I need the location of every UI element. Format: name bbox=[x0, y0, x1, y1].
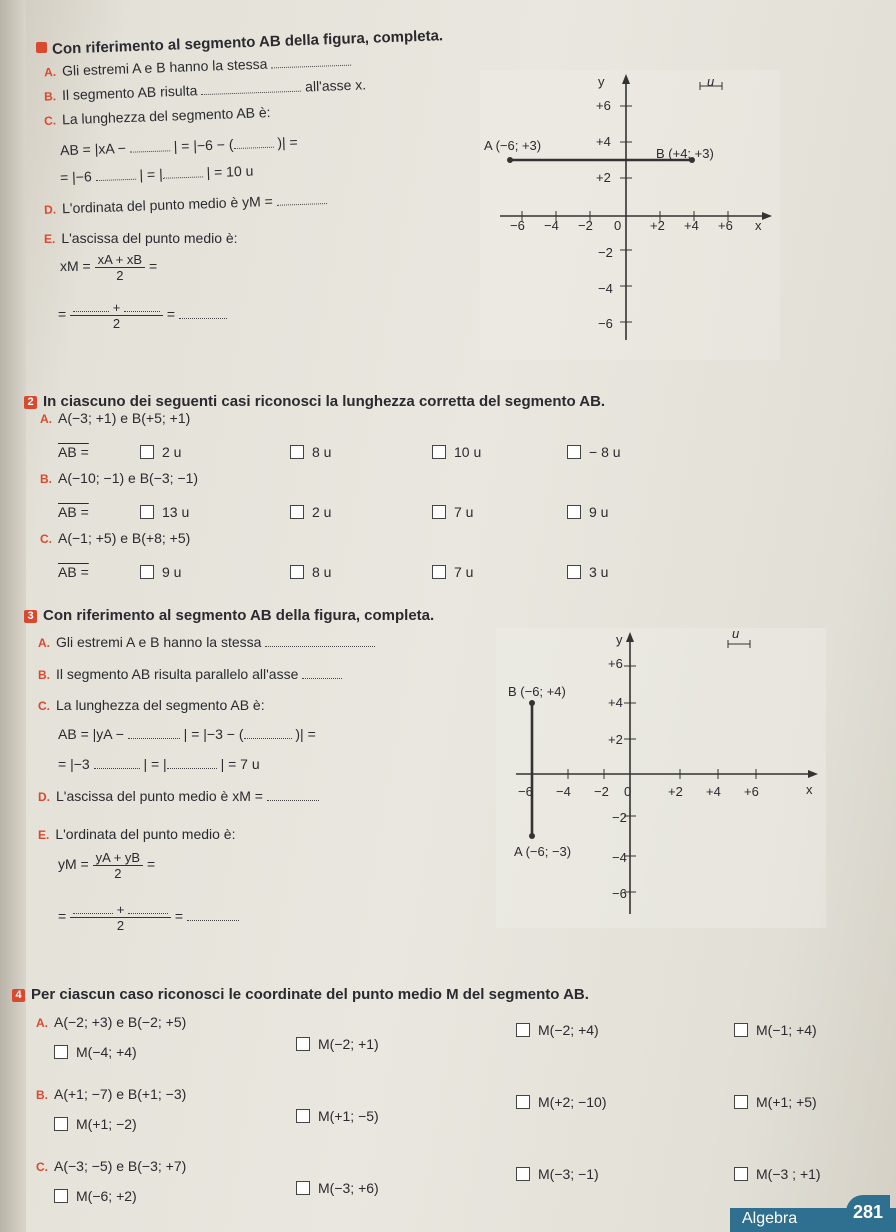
ex3-c-text: La lunghezza del segmento AB è: bbox=[56, 697, 265, 713]
ex2-option[interactable] bbox=[290, 444, 331, 460]
ex-prev-title: Con riferimento al segmento AB della figura, completa. bbox=[51, 27, 444, 58]
ex4-option[interactable] bbox=[296, 1108, 379, 1124]
blank bbox=[244, 728, 292, 739]
graph-ex3-x-tick-1: −4 bbox=[556, 784, 571, 799]
ex-prev-a-blank bbox=[271, 55, 351, 69]
xm-fraction bbox=[95, 252, 145, 283]
graph-prev-x-tick-2: −2 bbox=[578, 218, 593, 233]
blank bbox=[130, 140, 170, 152]
checkbox[interactable] bbox=[140, 505, 154, 519]
ex4-case-points: A(+1; −7) e B(+1; −3) bbox=[54, 1086, 187, 1102]
graph-ex3 bbox=[496, 628, 826, 928]
ex3-a-text: Gli estremi A e B hanno la stessa bbox=[56, 634, 262, 650]
page-fold bbox=[0, 0, 26, 1232]
ex3-number: 3 bbox=[24, 610, 37, 623]
option-label: 3 u bbox=[589, 564, 609, 580]
checkbox[interactable] bbox=[54, 1117, 68, 1131]
option-label: M(−3; −1) bbox=[538, 1166, 599, 1182]
ex2-option[interactable] bbox=[290, 564, 331, 580]
checkbox[interactable] bbox=[567, 565, 581, 579]
ex2-option[interactable] bbox=[432, 444, 481, 460]
ex2-option[interactable] bbox=[140, 504, 189, 520]
ex4-number: 4 bbox=[12, 989, 25, 1002]
ex-prev-b-letter: B. bbox=[43, 89, 57, 104]
xm-label: xM = bbox=[60, 258, 91, 275]
blank bbox=[267, 790, 319, 801]
checkbox[interactable] bbox=[290, 505, 304, 519]
ex4-case-1 bbox=[36, 1086, 186, 1102]
ex3-b-letter: B. bbox=[38, 668, 50, 682]
checkbox[interactable] bbox=[516, 1095, 530, 1109]
ex-prev-b-blank bbox=[201, 81, 301, 95]
ex-prev-b-text: Il segmento AB risulta bbox=[61, 82, 198, 103]
graph-prev-x-label: x bbox=[755, 218, 762, 233]
ex4-case-letter: B. bbox=[36, 1088, 48, 1102]
ex4-option[interactable] bbox=[516, 1022, 599, 1038]
blank bbox=[128, 728, 180, 739]
checkbox[interactable] bbox=[567, 445, 581, 459]
graph-ex3-u-label: u bbox=[732, 626, 740, 641]
checkbox[interactable] bbox=[290, 445, 304, 459]
ex3-title-row bbox=[24, 607, 434, 624]
ex2-case-letter: C. bbox=[40, 532, 52, 546]
ex4-case-letter: C. bbox=[36, 1160, 48, 1174]
blank bbox=[302, 668, 342, 679]
ex4-option[interactable] bbox=[54, 1044, 137, 1060]
ex3-e bbox=[38, 826, 235, 842]
ex2-case-points: A(−3; +1) e B(+5; +1) bbox=[58, 410, 191, 426]
ex-prev-a-letter: A. bbox=[43, 64, 57, 80]
ex-prev-e-formula bbox=[60, 252, 157, 283]
ex-prev-c-l1b: | = |−6 − ( bbox=[169, 136, 234, 155]
ex2-case-letter: A. bbox=[40, 412, 52, 426]
checkbox[interactable] bbox=[140, 565, 154, 579]
option-label: 9 u bbox=[162, 564, 182, 580]
option-label: M(−3; +6) bbox=[318, 1180, 379, 1196]
option-label: M(+2; −10) bbox=[538, 1094, 607, 1110]
graph-ex3-y-tick-3: −2 bbox=[612, 810, 627, 825]
fill-den: 2 bbox=[112, 316, 121, 331]
ex3-a bbox=[38, 634, 375, 650]
ym-num: yA + yB bbox=[93, 850, 143, 866]
option-label: 13 u bbox=[162, 504, 190, 520]
graph-ex3-y-tick-1: +4 bbox=[608, 695, 623, 710]
option-label: M(+1; +5) bbox=[756, 1094, 817, 1110]
ex-prev-e bbox=[44, 230, 238, 246]
xm-den: 2 bbox=[116, 268, 124, 283]
option-label: 9 u bbox=[589, 504, 609, 520]
graph-prev-y-tick-4: −4 bbox=[598, 281, 613, 296]
ex3-e-formula bbox=[58, 850, 155, 881]
option-label: 7 u bbox=[454, 564, 474, 580]
ex-prev-d-text: L'ordinata del punto medio è yM = bbox=[61, 192, 274, 217]
ex2-case-lhs: AB = bbox=[58, 444, 89, 460]
ex3-c bbox=[38, 697, 265, 713]
ex-prev-c-text: La lunghezza del segmento AB è: bbox=[61, 104, 271, 128]
option-label: M(−4; +4) bbox=[76, 1044, 137, 1060]
option-label: M(−1; +4) bbox=[756, 1022, 817, 1038]
ex-prev-c-l2b: | = | bbox=[135, 165, 163, 183]
ex3-fill-post: = bbox=[174, 908, 183, 925]
graph-ex3-y-tick-5: −6 bbox=[612, 886, 627, 901]
ex3-d bbox=[38, 788, 319, 804]
checkbox[interactable] bbox=[432, 505, 446, 519]
ex3-c-l1c: )| = bbox=[291, 726, 316, 742]
ex2-case-points: A(−1; +5) e B(+8; +5) bbox=[58, 530, 191, 546]
checkbox[interactable] bbox=[734, 1095, 748, 1109]
graph-prev-u-label: u bbox=[707, 74, 715, 89]
xm-eq: = bbox=[148, 258, 158, 275]
graph-prev-point-a: A (−6; +3) bbox=[484, 138, 542, 153]
blank bbox=[124, 301, 160, 312]
option-label: M(+1; −2) bbox=[76, 1116, 137, 1132]
blank bbox=[277, 193, 327, 206]
blank bbox=[233, 137, 273, 149]
graph-prev-y-label: y bbox=[598, 74, 605, 89]
option-label: M(−2; +4) bbox=[538, 1022, 599, 1038]
blank bbox=[167, 758, 217, 769]
graph-prev-point-b: B (+4; +3) bbox=[656, 146, 714, 161]
ex3-d-text: L'ascissa del punto medio è xM = bbox=[56, 788, 263, 804]
ex-prev-c-l1: AB = |xA − bbox=[59, 139, 131, 159]
ex3-d-letter: D. bbox=[38, 790, 50, 804]
ex2-number: 2 bbox=[24, 396, 37, 409]
checkbox[interactable] bbox=[567, 505, 581, 519]
graph-ex3-x-tick-4: +2 bbox=[668, 784, 683, 799]
option-label: M(−3 ; +1) bbox=[756, 1166, 821, 1182]
graph-prev-y-tick-2: +2 bbox=[596, 170, 611, 185]
ex2-case-1 bbox=[40, 470, 198, 486]
blank bbox=[73, 301, 109, 312]
graph-ex3-point-b: B (−6; +4) bbox=[508, 684, 566, 699]
option-label: 8 u bbox=[312, 444, 332, 460]
checkbox[interactable] bbox=[432, 445, 446, 459]
graph-ex3-x-label: x bbox=[806, 782, 813, 797]
ex2-option[interactable] bbox=[140, 444, 181, 460]
ex4-option[interactable] bbox=[54, 1116, 137, 1132]
checkbox[interactable] bbox=[516, 1167, 530, 1181]
option-label: 7 u bbox=[454, 504, 474, 520]
graph-prev-y-tick-3: −2 bbox=[598, 245, 613, 260]
ex4-case-2 bbox=[36, 1158, 186, 1174]
ex-prev-c-l2c: | = 10 u bbox=[202, 162, 254, 181]
checkbox[interactable] bbox=[516, 1023, 530, 1037]
fill-pre: = bbox=[58, 306, 67, 323]
ex-prev-c-l1c: )| = bbox=[273, 133, 298, 151]
graph-prev bbox=[480, 70, 780, 360]
ex4-case-points: A(−2; +3) e B(−2; +5) bbox=[54, 1014, 187, 1030]
blank bbox=[94, 758, 140, 769]
ex4-case-points: A(−3; −5) e B(−3; +7) bbox=[54, 1158, 187, 1174]
ex-prev-e-fill bbox=[58, 300, 227, 331]
option-label: M(−2; +1) bbox=[318, 1036, 379, 1052]
ex3-fill-den: 2 bbox=[116, 918, 125, 933]
ex2-case-letter: B. bbox=[40, 472, 52, 486]
checkbox[interactable] bbox=[54, 1189, 68, 1203]
ex2-option[interactable] bbox=[567, 504, 608, 520]
fill-post: = bbox=[166, 306, 175, 323]
ym-den: 2 bbox=[114, 866, 122, 881]
graph-prev-y-tick-5: −6 bbox=[598, 316, 613, 331]
ex4-option[interactable] bbox=[54, 1188, 137, 1204]
ex3-c-l1b: | = |−3 − ( bbox=[179, 726, 244, 742]
graph-ex3-y-tick-2: +2 bbox=[608, 732, 623, 747]
ex4-option[interactable] bbox=[734, 1094, 817, 1110]
ex2-title: In ciascuno dei seguenti casi riconosci la lunghezza corretta del segmento AB. bbox=[43, 393, 606, 410]
blank bbox=[187, 910, 239, 921]
option-label: 10 u bbox=[454, 444, 482, 460]
ex3-c-letter: C. bbox=[38, 699, 50, 713]
option-label: M(+1; −5) bbox=[318, 1108, 379, 1124]
ex4-option[interactable] bbox=[516, 1166, 599, 1182]
ex4-option[interactable] bbox=[734, 1022, 817, 1038]
blank bbox=[73, 903, 113, 914]
ex2-case-lhs: AB = bbox=[58, 564, 89, 580]
graph-ex3-y-tick-0: +6 bbox=[608, 656, 623, 671]
fill-fraction bbox=[70, 300, 163, 331]
graph-prev-x-tick-6: +6 bbox=[718, 218, 733, 233]
ex3-c-l2b: | = | bbox=[139, 756, 167, 772]
graph-prev-x-tick-0: −6 bbox=[510, 218, 525, 233]
graph-prev-x-tick-1: −4 bbox=[544, 218, 559, 233]
ex3-e-letter: E. bbox=[38, 828, 50, 842]
checkbox[interactable] bbox=[296, 1109, 310, 1123]
option-label: 8 u bbox=[312, 564, 332, 580]
plus: + bbox=[116, 902, 125, 917]
ex3-e-fill bbox=[58, 902, 239, 933]
graph-prev-x-tick-5: +4 bbox=[684, 218, 699, 233]
graph-ex3-point-a: A (−6; −3) bbox=[514, 844, 572, 859]
ex4-title-row bbox=[12, 986, 589, 1003]
ex2-case-lhs: AB = bbox=[58, 504, 89, 520]
ex3-b bbox=[38, 666, 342, 682]
plus: + bbox=[112, 300, 121, 315]
footer-section: Algebra bbox=[742, 1210, 798, 1227]
ex3-c-line1 bbox=[58, 726, 316, 742]
page-number: 281 bbox=[846, 1195, 890, 1229]
ex3-c-l2c: | = 7 u bbox=[216, 756, 260, 772]
ex2-option[interactable] bbox=[140, 564, 181, 580]
ym-eq: = bbox=[146, 856, 156, 873]
ex3-a-letter: A. bbox=[38, 636, 50, 650]
ex2-option[interactable] bbox=[432, 504, 473, 520]
graph-prev-y-tick-1: +4 bbox=[596, 134, 611, 149]
ex-prev-e-letter: E. bbox=[44, 232, 56, 246]
ex3-c-l1: AB = |yA − bbox=[58, 726, 128, 742]
graph-ex3-y-label: y bbox=[616, 632, 623, 647]
blank bbox=[128, 903, 168, 914]
blank bbox=[265, 636, 375, 647]
checkbox[interactable] bbox=[734, 1167, 748, 1181]
checkbox[interactable] bbox=[54, 1045, 68, 1059]
ex-prev-b-tail: all'asse x. bbox=[304, 76, 367, 95]
graph-ex3-x-tick-6: +6 bbox=[744, 784, 759, 799]
ex4-title: Per ciascun caso riconosci le coordinate del punto medio M del segmento AB. bbox=[31, 986, 589, 1003]
xm-num: xA + xB bbox=[95, 252, 145, 268]
ex-prev-e-text: L'ascissa del punto medio è: bbox=[61, 230, 238, 246]
blank bbox=[179, 308, 227, 319]
graph-ex3-x-tick-3: 0 bbox=[624, 784, 632, 799]
graph-prev-x-tick-3: 0 bbox=[614, 218, 622, 233]
ex4-case-0 bbox=[36, 1014, 186, 1030]
option-label: 2 u bbox=[162, 444, 182, 460]
exercise-marker-icon bbox=[36, 42, 47, 53]
option-label: − 8 u bbox=[589, 444, 621, 460]
checkbox[interactable] bbox=[140, 445, 154, 459]
checkbox[interactable] bbox=[734, 1023, 748, 1037]
blank bbox=[162, 166, 202, 178]
ex3-fill-num bbox=[70, 902, 171, 918]
ex2-option[interactable] bbox=[290, 504, 331, 520]
blank bbox=[95, 169, 135, 181]
ex-prev-c-letter: C. bbox=[43, 113, 57, 128]
ex2-case-0 bbox=[40, 410, 190, 426]
graph-prev-y-tick-0: +6 bbox=[596, 98, 611, 113]
ex2-option[interactable] bbox=[567, 564, 608, 580]
ex-prev-d-letter: D. bbox=[43, 202, 57, 217]
ex3-title: Con riferimento al segmento AB della figura, completa. bbox=[43, 607, 435, 624]
ex-prev-a-text: Gli estremi A e B hanno la stessa bbox=[61, 55, 268, 79]
ex2-option[interactable] bbox=[567, 444, 621, 460]
graph-ex3-y-tick-4: −4 bbox=[612, 850, 627, 865]
ex3-c-l2: = |−3 bbox=[58, 756, 94, 772]
ex2-case-2 bbox=[40, 530, 190, 546]
ym-label: yM = bbox=[58, 856, 89, 873]
checkbox[interactable] bbox=[432, 565, 446, 579]
option-label: 2 u bbox=[312, 504, 332, 520]
checkbox[interactable] bbox=[290, 565, 304, 579]
graph-ex3-x-tick-2: −2 bbox=[594, 784, 609, 799]
ex4-option[interactable] bbox=[516, 1094, 606, 1110]
ex4-option[interactable] bbox=[296, 1036, 379, 1052]
ym-fraction bbox=[93, 850, 143, 881]
fill-num bbox=[70, 300, 163, 316]
ex2-title-row bbox=[24, 393, 605, 410]
ex-prev-c-l2: = |−6 bbox=[59, 168, 96, 186]
graph-ex3-x-tick-5: +4 bbox=[706, 784, 721, 799]
ex2-case-points: A(−10; −1) e B(−3; −1) bbox=[58, 470, 199, 486]
ex3-b-text: Il segmento AB risulta parallelo all'asse bbox=[56, 666, 299, 682]
graph-prev-x-tick-4: +2 bbox=[650, 218, 665, 233]
ex3-fill-pre: = bbox=[58, 908, 67, 925]
graph-ex3-x-tick-0: −6 bbox=[518, 784, 533, 799]
option-label: M(−6; +2) bbox=[76, 1188, 137, 1204]
ex4-case-letter: A. bbox=[36, 1016, 48, 1030]
ex3-fill-fraction bbox=[70, 902, 171, 933]
ex2-option[interactable] bbox=[432, 564, 473, 580]
ex3-e-text: L'ordinata del punto medio è: bbox=[55, 826, 236, 842]
ex4-option[interactable] bbox=[734, 1166, 821, 1182]
ex3-c-line2 bbox=[58, 756, 260, 772]
checkbox[interactable] bbox=[296, 1037, 310, 1051]
ex4-option[interactable] bbox=[296, 1180, 379, 1196]
checkbox[interactable] bbox=[296, 1181, 310, 1195]
